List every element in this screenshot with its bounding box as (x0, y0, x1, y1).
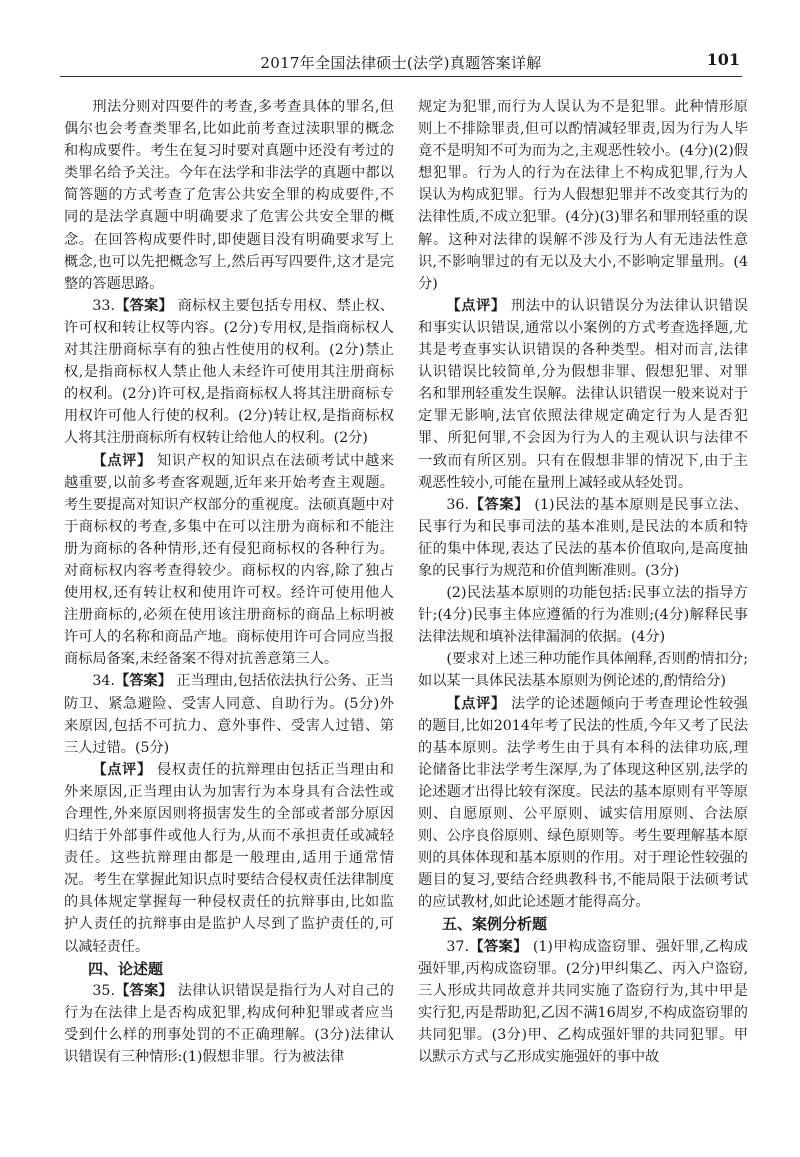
q36-comment-text: 法学的论述题倾向于考查理论性较强的题目,比如2014年考了民法的性质,今年又考了民法的基本原则。法学考生由于具有本科的法律功底,理论储备比非法学考生深厚,为了体现这种区别,法学的论述题才出得比较有深度。民法的基本原则有平等原则、自愿原则、公平原则、诚实信用原则、合法原则、公序良俗原则、绿色原则等。考生要理解基本原则的具体体现和基本原则的作用。对于理论性较强的题目的复习,要结合经典教科书,不能局限于法硕考试的应试教材,如此论述题才能得高分。 (418, 695, 748, 911)
q33-number: 33. (92, 297, 115, 314)
q33-answer-text: 商标权主要包括专用权、禁止权、许可权和转让权等内容。(2分)专用权,是指商标权人对其注册商标享有的独占性使用的权利。(2分)禁止权,是指商标权人禁止他人未经许可使用其注册商标的权利。(2分)许可权,是指商标权人将其注册商标专用权许可他人行使的权利。(2分)转让权,是指商标权人将其注册商标所有权转让给他人的权利。(2分) (64, 297, 394, 447)
q33-comment-tag: 【点评】 (92, 452, 152, 469)
q33-answer (64, 295, 394, 450)
left-column (64, 96, 394, 1068)
q34-answer-text: 正当理由,包括依法执行公务、正当防卫、紧急避险、受害人同意、自助行为。(5分)外来原因,包括不可抗力、意外事件、受害人过错、第三人过错。(5分) (64, 673, 394, 756)
page-number: 101 (706, 50, 740, 69)
q36-comment-tag: 【点评】 (446, 695, 506, 712)
q36-number: 36. (446, 496, 469, 513)
q35-comment (418, 295, 748, 494)
q34-answer (64, 670, 394, 758)
q35-answer (64, 980, 394, 1068)
q35-number: 35. (92, 982, 115, 999)
paragraph-intro: 刑法分则对四要件的考查,多考查具体的罪名,但偶尔也会考查类罪名,比如此前考查过渎职罪的概念和构成要件。考生在复习时要对真题中还没有考过的类罪名给予关注。今年在法学和非法学的真题中都以简答题的方式考查了危害公共安全罪的构成要件,不同的是法学真题中明确要求了危害公共安全罪的概念。在回答构成要件时,即使题目没有明确要求写上概念,也可以先把概念写上,然后再写四要件,这才是完整的答题思路。 (64, 99, 394, 292)
q35-answer-text: 法律认识错误是指行为人对自己的行为在法律上是否构成犯罪,构成何种犯罪或者应当受到什么样的刑事处罚的不正确理解。(3分)法律认识错误有三种情形:(1)假想非罪。行为被法律 (64, 982, 394, 1066)
q34-number: 34. (92, 673, 115, 690)
q37-answer-text: (1)甲构成盗窃罪、强奸罪,乙构成强奸罪,丙构成盗窃罪。(2分)甲纠集乙、丙入户盗窃,三人形成共同故意并共同实施了盗窃行为,其中甲是实行犯,丙是帮助犯,乙因不满16周岁,不构成盗窃罪的共同犯罪。(3分)甲、乙构成强奸罪的共同犯罪。甲以默示方式与乙形成实施强奸的事中故 (418, 938, 748, 1066)
q35-answer-continued: 规定为犯罪,而行为人误认为不是犯罪。此种情形原则上不排除罪责,但可以酌情减轻罪责,因为行为人毕竟不是明知不可为而为之,主观恶性较小。(4分)(2)假想犯罪。行为人的行为在法律上不构成犯罪,行为人误认为构成犯罪。行为人假想犯罪并不改变其行为的法律性质,不成立犯罪。(4分)(3)罪名和罪刑轻重的误解。这种对法律的误解不涉及行为人有无违法性意识,不影响罪过的有无以及大小,不影响定罪量刑。(4分) (418, 99, 748, 292)
q37-answer-tag: 【答案】 (468, 938, 528, 955)
q34-answer-tag: 【答案】 (114, 673, 172, 690)
q34-comment-text: 侵权责任的抗辩理由包括正当理由和外来原因,正当理由认为加害行为本身具有合法性或合理性,外来原因则将损害发生的全部或者部分原因归结于外部事件或他人行为,从而不承担责任或减轻责任。这些抗辩理由都是一般理由,适用于通常情况。考生在掌握此知识点时要结合侵权责任法律制度的具体规定掌握每一种侵权责任的抗辩事由,比如监护人责任的抗辩事由是监护人尽到了监护责任的,可以减轻责任。 (64, 761, 394, 955)
section-heading-case: 五、案例分析题 (442, 915, 548, 934)
right-column (418, 96, 748, 1068)
q34-comment (64, 759, 394, 958)
q37-number: 37. (446, 938, 469, 955)
q35-answer-tag: 【答案】 (114, 982, 173, 999)
q35-comment-text: 刑法中的认识错误分为法律认识错误和事实认识错误,通常以小案例的方式考查选择题,尤其是考查事实认识错误的各种类型。相对而言,法律认识错误比较简单,分为假想非罪、假想犯罪、对罪名和罪刑轻重发生误解。法律认识错误一般来说对于定罪无影响,法官依照法律规定确定行为人是否犯罪、所犯何罪,不会因为行为人的主观认识与法律不一致而有所区别。只有在假想非罪的情况下,由于主观恶性较小,可能在量刑上减轻或从轻处罚。 (418, 297, 748, 491)
section-heading-essay: 四、论述题 (88, 959, 164, 978)
running-header (60, 50, 742, 77)
q36-comment (418, 693, 748, 914)
q36-grading-note: (要求对上述三种功能作具体阐释,否则酌情扣分;如以某一具体民法基本原则为例论述的,酌情给分) (418, 651, 748, 690)
q33-comment (64, 450, 394, 671)
q37-answer (418, 936, 748, 1069)
q35-comment-tag: 【点评】 (446, 297, 506, 314)
q36-answer-part2: (2)民法基本原则的功能包括:民事立法的指导方针;(4分)民事主体应遵循的行为准则;(4分)解释民事法律法规和填补法律漏洞的依据。(4分) (418, 585, 748, 646)
header-title: 2017年全国法律硕士(法学)真题答案详解 (260, 54, 542, 72)
q36-answer-tag: 【答案】 (468, 496, 530, 513)
q34-comment-tag: 【点评】 (92, 761, 152, 778)
q33-answer-tag: 【答案】 (114, 297, 173, 314)
q33-comment-text: 知识产权的知识点在法硕考试中越来越重要,以前多考查客观题,近年来开始考查主观题。考生要提高对知识产权部分的重视度。法硕真题中对于商标权的考查,多集中在可以注册为商标和不能注册为商标的各种情形,还有侵犯商标权的各种行为。对商标权内容考查得较少。商标权的内容,除了独占使用权,还有转让权和使用许可权。经许可使用他人注册商标的,必须在使用该注册商标的商品上标明被许可人的名称和商品产地。商标使用许可合同应当报商标局备案,未经备案不得对抗善意第三人。 (64, 452, 394, 668)
q36-answer (418, 494, 748, 582)
q36-answer-text: (1)民法的基本原则是民事立法、民事行为和民事司法的基本准则,是民法的本质和特征的集中体现,表达了民法的基本价值取向,是高度抽象的民事行为规范和价值判断准则。(3分) (418, 496, 748, 579)
